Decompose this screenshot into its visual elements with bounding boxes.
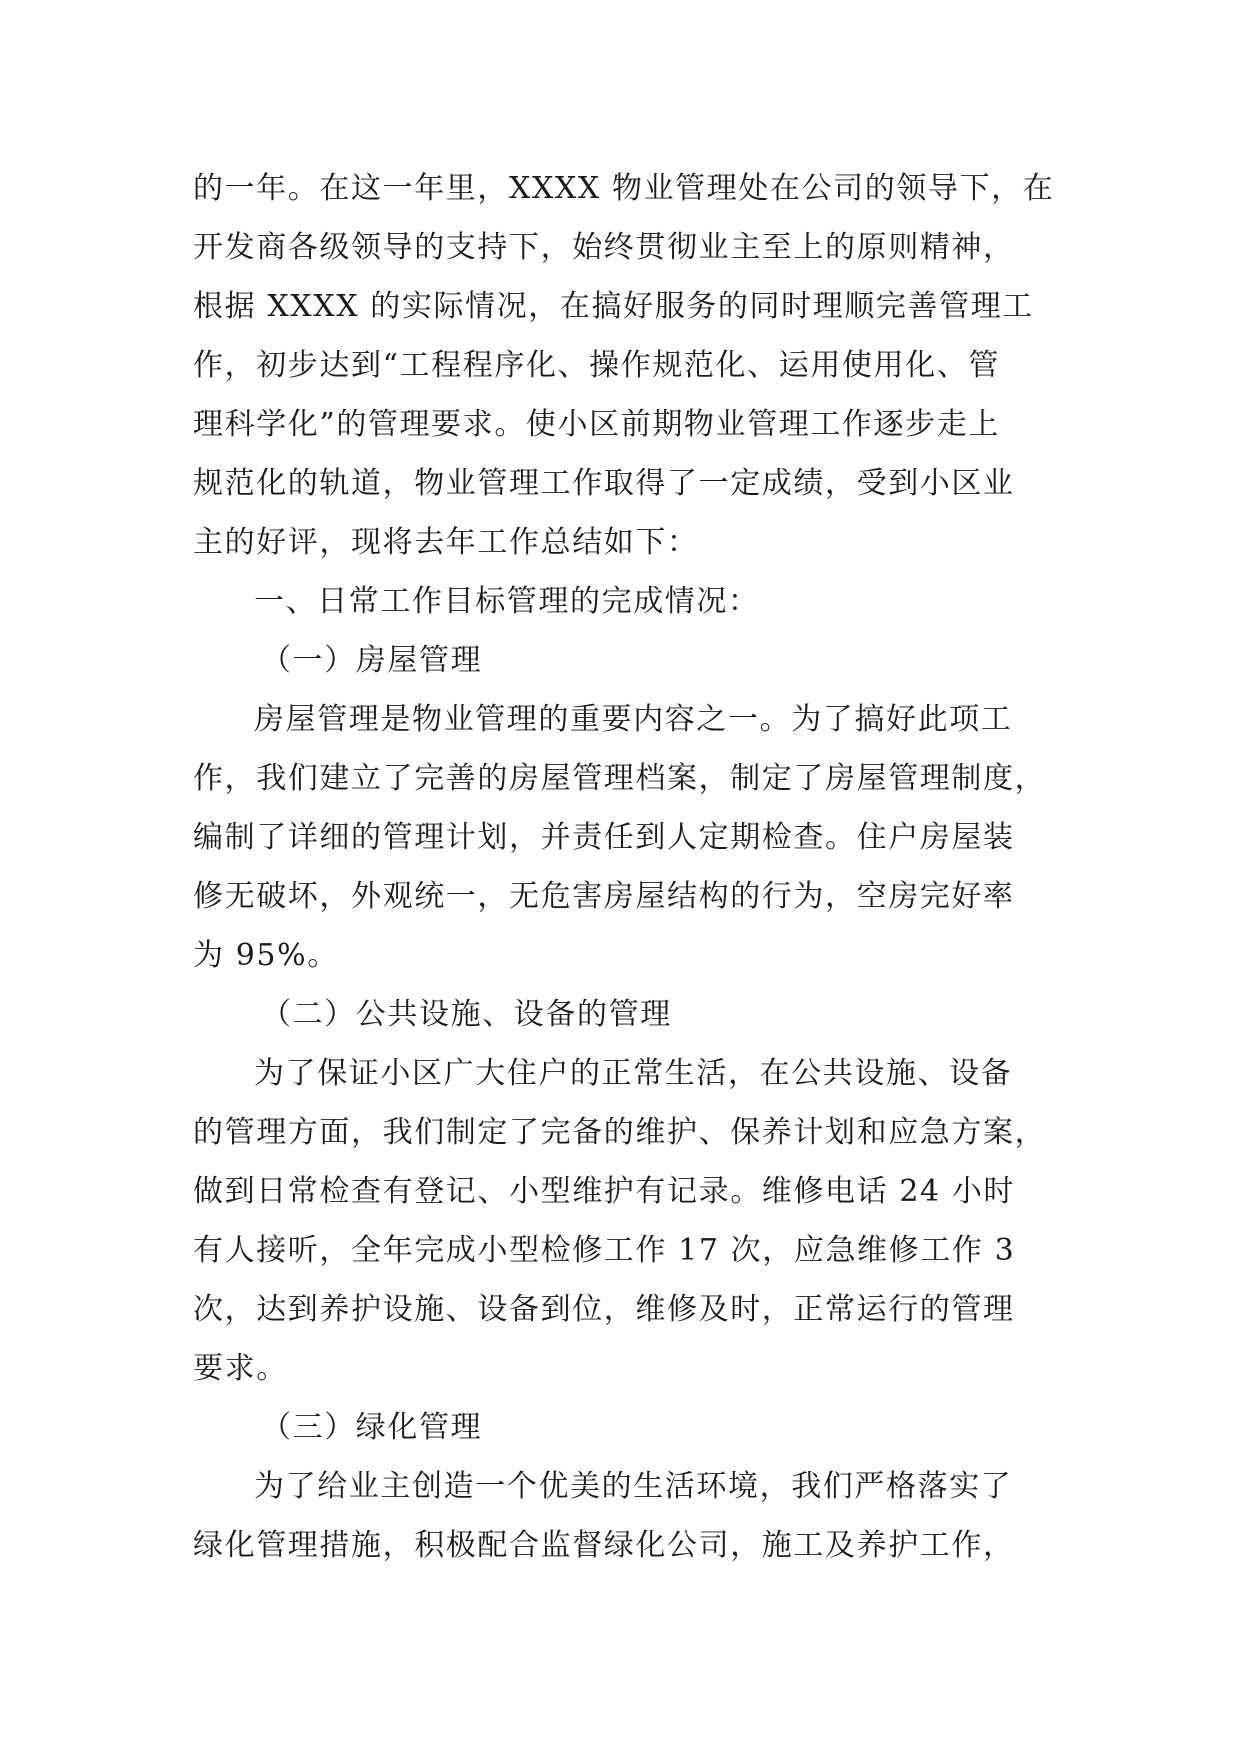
paragraph-line: 有人接听，全年完成小型检修工作 17 次，应急维修工作 3 [193, 1233, 1016, 1268]
paragraph-line: 为 95%。 [193, 938, 339, 973]
paragraph-line: 的一年。在这一年里，XXXX 物业管理处在公司的领导下，在 [193, 171, 1055, 206]
paragraph-line: 一、日常工作目标管理的完成情况： [254, 584, 760, 619]
paragraph-line: 要求。 [193, 1351, 288, 1386]
paragraph-line: 做到日常检查有登记、小型维护有记录。维修电话 24 小时 [193, 1174, 1016, 1209]
paragraph-line: 作，我们建立了完善的房屋管理档案，制定了房屋管理制度， [193, 761, 1047, 796]
paragraph-line: 编制了详细的管理计划，并责任到人定期检查。住户房屋装 [193, 820, 1015, 855]
paragraph-line: 绿化管理措施，积极配合监督绿化公司，施工及养护工作， [193, 1528, 1015, 1563]
paragraph-line: 房屋管理是物业管理的重要内容之一。为了搞好此项工 [254, 702, 1013, 737]
paragraph-line: 根据 XXXX 的实际情况，在搞好服务的同时理顺完善管理工 [193, 289, 1034, 324]
section-heading: （一）房屋管理 [261, 643, 483, 678]
paragraph-line: 开发商各级领导的支持下，始终贯彻业主至上的原则精神， [193, 230, 1015, 265]
paragraph-line: 为了保证小区广大住户的正常生活，在公共设施、设备 [254, 1056, 1013, 1091]
paragraph-line: 作，初步达到“工程程序化、操作规范化、运用使用化、管 [193, 348, 1000, 383]
paragraph-line: 为了给业主创造一个优美的生活环境，我们严格落实了 [254, 1469, 1013, 1504]
paragraph-line: 规范化的轨道，物业管理工作取得了一定成绩，受到小区业 [193, 466, 1015, 501]
paragraph-line: 修无破坏，外观统一，无危害房屋结构的行为，空房完好率 [193, 879, 1015, 914]
document-body [193, 159, 1068, 1575]
section-heading: （二）公共设施、设备的管理 [261, 997, 672, 1032]
section-heading: （三）绿化管理 [261, 1410, 483, 1445]
paragraph-line: 次，达到养护设施、设备到位，维修及时，正常运行的管理 [193, 1292, 1015, 1327]
paragraph-line: 的管理方面，我们制定了完备的维护、保养计划和应急方案， [193, 1115, 1047, 1150]
paragraph-line: 主的好评，现将去年工作总结如下： [193, 525, 699, 560]
paragraph-line: 理科学化”的管理要求。使小区前期物业管理工作逐步走上 [193, 407, 1000, 442]
